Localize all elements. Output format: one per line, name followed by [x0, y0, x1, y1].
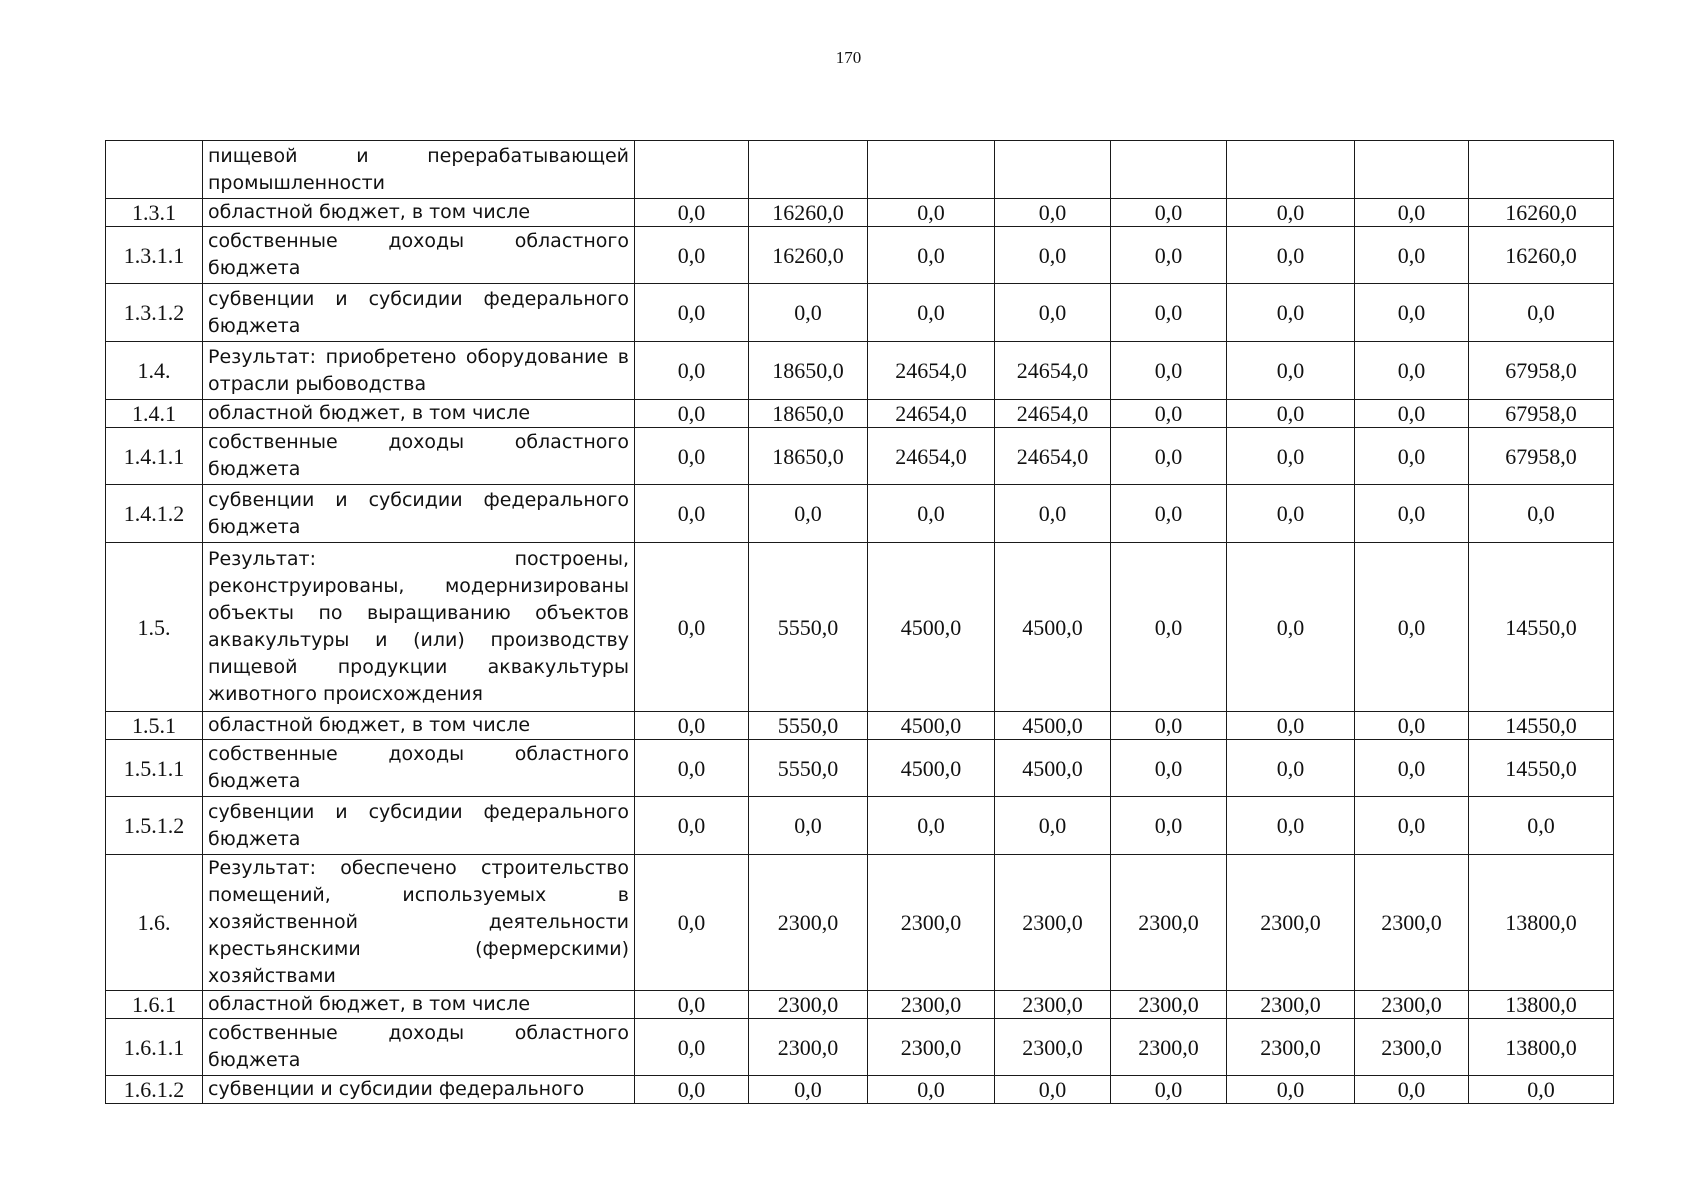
row-code: 1.4.1.2 [106, 485, 203, 543]
value-cell: 14550,0 [1469, 543, 1614, 712]
row-name: Результат: приобретено оборудование в отрасли рыбоводства [203, 342, 635, 400]
value-cell: 0,0 [868, 1076, 995, 1104]
row-code: 1.3.1.1 [106, 227, 203, 284]
value-cell [635, 141, 749, 199]
table-row [106, 797, 1614, 855]
value-cell: 0,0 [1111, 199, 1227, 227]
value-cell: 0,0 [1111, 740, 1227, 797]
row-name: собственные доходы областного бюджета [203, 740, 635, 797]
value-cell: 4500,0 [995, 712, 1111, 740]
value-cell: 0,0 [1227, 428, 1355, 485]
row-code: 1.6.1 [106, 991, 203, 1019]
row-name: субвенции и субсидии федерального бюджета [203, 485, 635, 543]
value-cell: 0,0 [868, 485, 995, 543]
row-name: собственные доходы областного бюджета [203, 227, 635, 284]
value-cell: 0,0 [635, 855, 749, 991]
table-row [106, 227, 1614, 284]
value-cell: 0,0 [1227, 342, 1355, 400]
row-name: собственные доходы областного бюджета [203, 428, 635, 485]
row-code: 1.4. [106, 342, 203, 400]
value-cell: 2300,0 [749, 1019, 868, 1076]
value-cell [1227, 141, 1355, 199]
value-cell: 0,0 [1111, 485, 1227, 543]
value-cell: 0,0 [749, 284, 868, 342]
table-row [106, 712, 1614, 740]
value-cell: 0,0 [1111, 543, 1227, 712]
table-row [106, 428, 1614, 485]
value-cell: 0,0 [1355, 284, 1469, 342]
value-cell: 0,0 [1355, 342, 1469, 400]
table-row [106, 342, 1614, 400]
value-cell: 0,0 [635, 1076, 749, 1104]
row-code: 1.5.1.2 [106, 797, 203, 855]
value-cell: 13800,0 [1469, 855, 1614, 991]
value-cell: 18650,0 [749, 400, 868, 428]
table-row [106, 284, 1614, 342]
value-cell: 0,0 [1355, 485, 1469, 543]
row-code: 1.6. [106, 855, 203, 991]
value-cell: 0,0 [1111, 797, 1227, 855]
row-name: собственные доходы областного бюджета [203, 1019, 635, 1076]
value-cell: 2300,0 [1111, 991, 1227, 1019]
value-cell: 4500,0 [995, 543, 1111, 712]
value-cell: 24654,0 [995, 400, 1111, 428]
table-row [106, 991, 1614, 1019]
value-cell: 4500,0 [868, 740, 995, 797]
value-cell: 0,0 [749, 485, 868, 543]
value-cell: 0,0 [1227, 543, 1355, 712]
row-name: Результат: обеспечено строительство помещений, используемых в хозяйственной деятельности крестьянскими (фермерскими) хозяйствами [203, 855, 635, 991]
value-cell: 0,0 [868, 227, 995, 284]
row-code: 1.3.1.2 [106, 284, 203, 342]
value-cell [1469, 141, 1614, 199]
value-cell: 0,0 [1227, 199, 1355, 227]
value-cell: 0,0 [1355, 227, 1469, 284]
value-cell: 0,0 [1111, 428, 1227, 485]
value-cell: 4500,0 [868, 712, 995, 740]
table-row [106, 1076, 1614, 1104]
value-cell: 0,0 [868, 199, 995, 227]
row-name: Результат: построены, реконструированы, модернизированы объекты по выращиванию объектов аквакультуры и (или) производству пищевой продукции аквакультуры животного происхождения [203, 543, 635, 712]
row-name: субвенции и субсидии федерального [203, 1076, 635, 1104]
value-cell: 0,0 [635, 485, 749, 543]
value-cell: 2300,0 [749, 855, 868, 991]
value-cell: 16260,0 [749, 227, 868, 284]
value-cell: 0,0 [1355, 712, 1469, 740]
table-row [106, 543, 1614, 712]
value-cell: 14550,0 [1469, 712, 1614, 740]
row-code: 1.5.1.1 [106, 740, 203, 797]
table-row [106, 740, 1614, 797]
value-cell: 0,0 [1227, 227, 1355, 284]
value-cell: 24654,0 [995, 342, 1111, 400]
value-cell [868, 141, 995, 199]
value-cell: 18650,0 [749, 428, 868, 485]
value-cell: 0,0 [995, 1076, 1111, 1104]
value-cell: 0,0 [635, 991, 749, 1019]
table-row [106, 855, 1614, 991]
value-cell: 0,0 [635, 740, 749, 797]
value-cell: 13800,0 [1469, 991, 1614, 1019]
value-cell: 0,0 [1227, 740, 1355, 797]
value-cell: 5550,0 [749, 740, 868, 797]
value-cell: 2300,0 [995, 855, 1111, 991]
value-cell: 0,0 [635, 284, 749, 342]
value-cell: 0,0 [1469, 485, 1614, 543]
table-row [106, 141, 1614, 199]
value-cell: 0,0 [995, 199, 1111, 227]
value-cell: 0,0 [635, 199, 749, 227]
value-cell: 0,0 [868, 797, 995, 855]
value-cell: 0,0 [1469, 1076, 1614, 1104]
value-cell: 0,0 [1227, 284, 1355, 342]
row-name: областной бюджет, в том числе [203, 400, 635, 428]
value-cell: 0,0 [1355, 400, 1469, 428]
row-code: 1.6.1.2 [106, 1076, 203, 1104]
value-cell: 2300,0 [1355, 1019, 1469, 1076]
value-cell [995, 141, 1111, 199]
value-cell: 2300,0 [868, 855, 995, 991]
value-cell: 0,0 [868, 284, 995, 342]
value-cell: 2300,0 [1355, 991, 1469, 1019]
value-cell: 2300,0 [1111, 855, 1227, 991]
budget-table [105, 140, 1614, 1104]
page-number: 170 [835, 48, 862, 67]
value-cell: 0,0 [1355, 199, 1469, 227]
value-cell: 0,0 [1111, 284, 1227, 342]
value-cell: 0,0 [995, 284, 1111, 342]
value-cell: 4500,0 [868, 543, 995, 712]
value-cell: 0,0 [1355, 428, 1469, 485]
value-cell [1355, 141, 1469, 199]
value-cell: 0,0 [635, 1019, 749, 1076]
value-cell: 0,0 [995, 797, 1111, 855]
value-cell: 14550,0 [1469, 740, 1614, 797]
value-cell: 24654,0 [868, 342, 995, 400]
value-cell: 18650,0 [749, 342, 868, 400]
value-cell: 13800,0 [1469, 1019, 1614, 1076]
row-code: 1.5. [106, 543, 203, 712]
value-cell: 0,0 [1111, 712, 1227, 740]
value-cell: 2300,0 [995, 1019, 1111, 1076]
value-cell: 67958,0 [1469, 400, 1614, 428]
value-cell: 0,0 [1355, 543, 1469, 712]
row-code: 1.3.1 [106, 199, 203, 227]
row-code: 1.5.1 [106, 712, 203, 740]
value-cell: 0,0 [1111, 342, 1227, 400]
value-cell: 0,0 [1227, 797, 1355, 855]
value-cell: 16260,0 [749, 199, 868, 227]
value-cell: 4500,0 [995, 740, 1111, 797]
value-cell: 0,0 [635, 400, 749, 428]
value-cell: 0,0 [635, 428, 749, 485]
row-name: областной бюджет, в том числе [203, 712, 635, 740]
value-cell: 2300,0 [1227, 1019, 1355, 1076]
value-cell: 0,0 [635, 227, 749, 284]
value-cell: 16260,0 [1469, 227, 1614, 284]
value-cell: 0,0 [635, 712, 749, 740]
value-cell [749, 141, 868, 199]
value-cell: 0,0 [1469, 284, 1614, 342]
value-cell: 0,0 [1355, 740, 1469, 797]
value-cell: 0,0 [1469, 797, 1614, 855]
value-cell: 2300,0 [1111, 1019, 1227, 1076]
value-cell: 0,0 [1111, 400, 1227, 428]
value-cell: 0,0 [1111, 227, 1227, 284]
value-cell: 0,0 [995, 227, 1111, 284]
value-cell: 0,0 [995, 485, 1111, 543]
table-row [106, 199, 1614, 227]
value-cell: 5550,0 [749, 543, 868, 712]
row-code: 1.4.1.1 [106, 428, 203, 485]
value-cell: 0,0 [1227, 485, 1355, 543]
value-cell: 67958,0 [1469, 428, 1614, 485]
table-row [106, 400, 1614, 428]
row-name: субвенции и субсидии федерального бюджета [203, 797, 635, 855]
value-cell: 2300,0 [868, 991, 995, 1019]
value-cell: 2300,0 [868, 1019, 995, 1076]
value-cell: 0,0 [635, 543, 749, 712]
value-cell: 2300,0 [995, 991, 1111, 1019]
row-name: областной бюджет, в том числе [203, 991, 635, 1019]
value-cell: 0,0 [1355, 797, 1469, 855]
value-cell: 0,0 [1355, 1076, 1469, 1104]
value-cell: 0,0 [749, 1076, 868, 1104]
value-cell: 24654,0 [995, 428, 1111, 485]
value-cell: 24654,0 [868, 428, 995, 485]
value-cell: 0,0 [635, 797, 749, 855]
value-cell: 0,0 [635, 342, 749, 400]
value-cell: 16260,0 [1469, 199, 1614, 227]
value-cell: 0,0 [1111, 1076, 1227, 1104]
value-cell: 2300,0 [749, 991, 868, 1019]
value-cell: 2300,0 [1355, 855, 1469, 991]
row-name: пищевой и перерабатывающей промышленности [203, 141, 635, 199]
value-cell: 2300,0 [1227, 991, 1355, 1019]
value-cell [1111, 141, 1227, 199]
table-row [106, 1019, 1614, 1076]
value-cell: 24654,0 [868, 400, 995, 428]
value-cell: 0,0 [1227, 400, 1355, 428]
row-name: субвенции и субсидии федерального бюджета [203, 284, 635, 342]
value-cell: 0,0 [749, 797, 868, 855]
table-body [106, 141, 1614, 1104]
value-cell: 0,0 [1227, 712, 1355, 740]
value-cell: 2300,0 [1227, 855, 1355, 991]
row-code [106, 141, 203, 199]
value-cell: 0,0 [1227, 1076, 1355, 1104]
row-name: областной бюджет, в том числе [203, 199, 635, 227]
row-code: 1.6.1.1 [106, 1019, 203, 1076]
row-code: 1.4.1 [106, 400, 203, 428]
table-row [106, 485, 1614, 543]
value-cell: 5550,0 [749, 712, 868, 740]
value-cell: 67958,0 [1469, 342, 1614, 400]
